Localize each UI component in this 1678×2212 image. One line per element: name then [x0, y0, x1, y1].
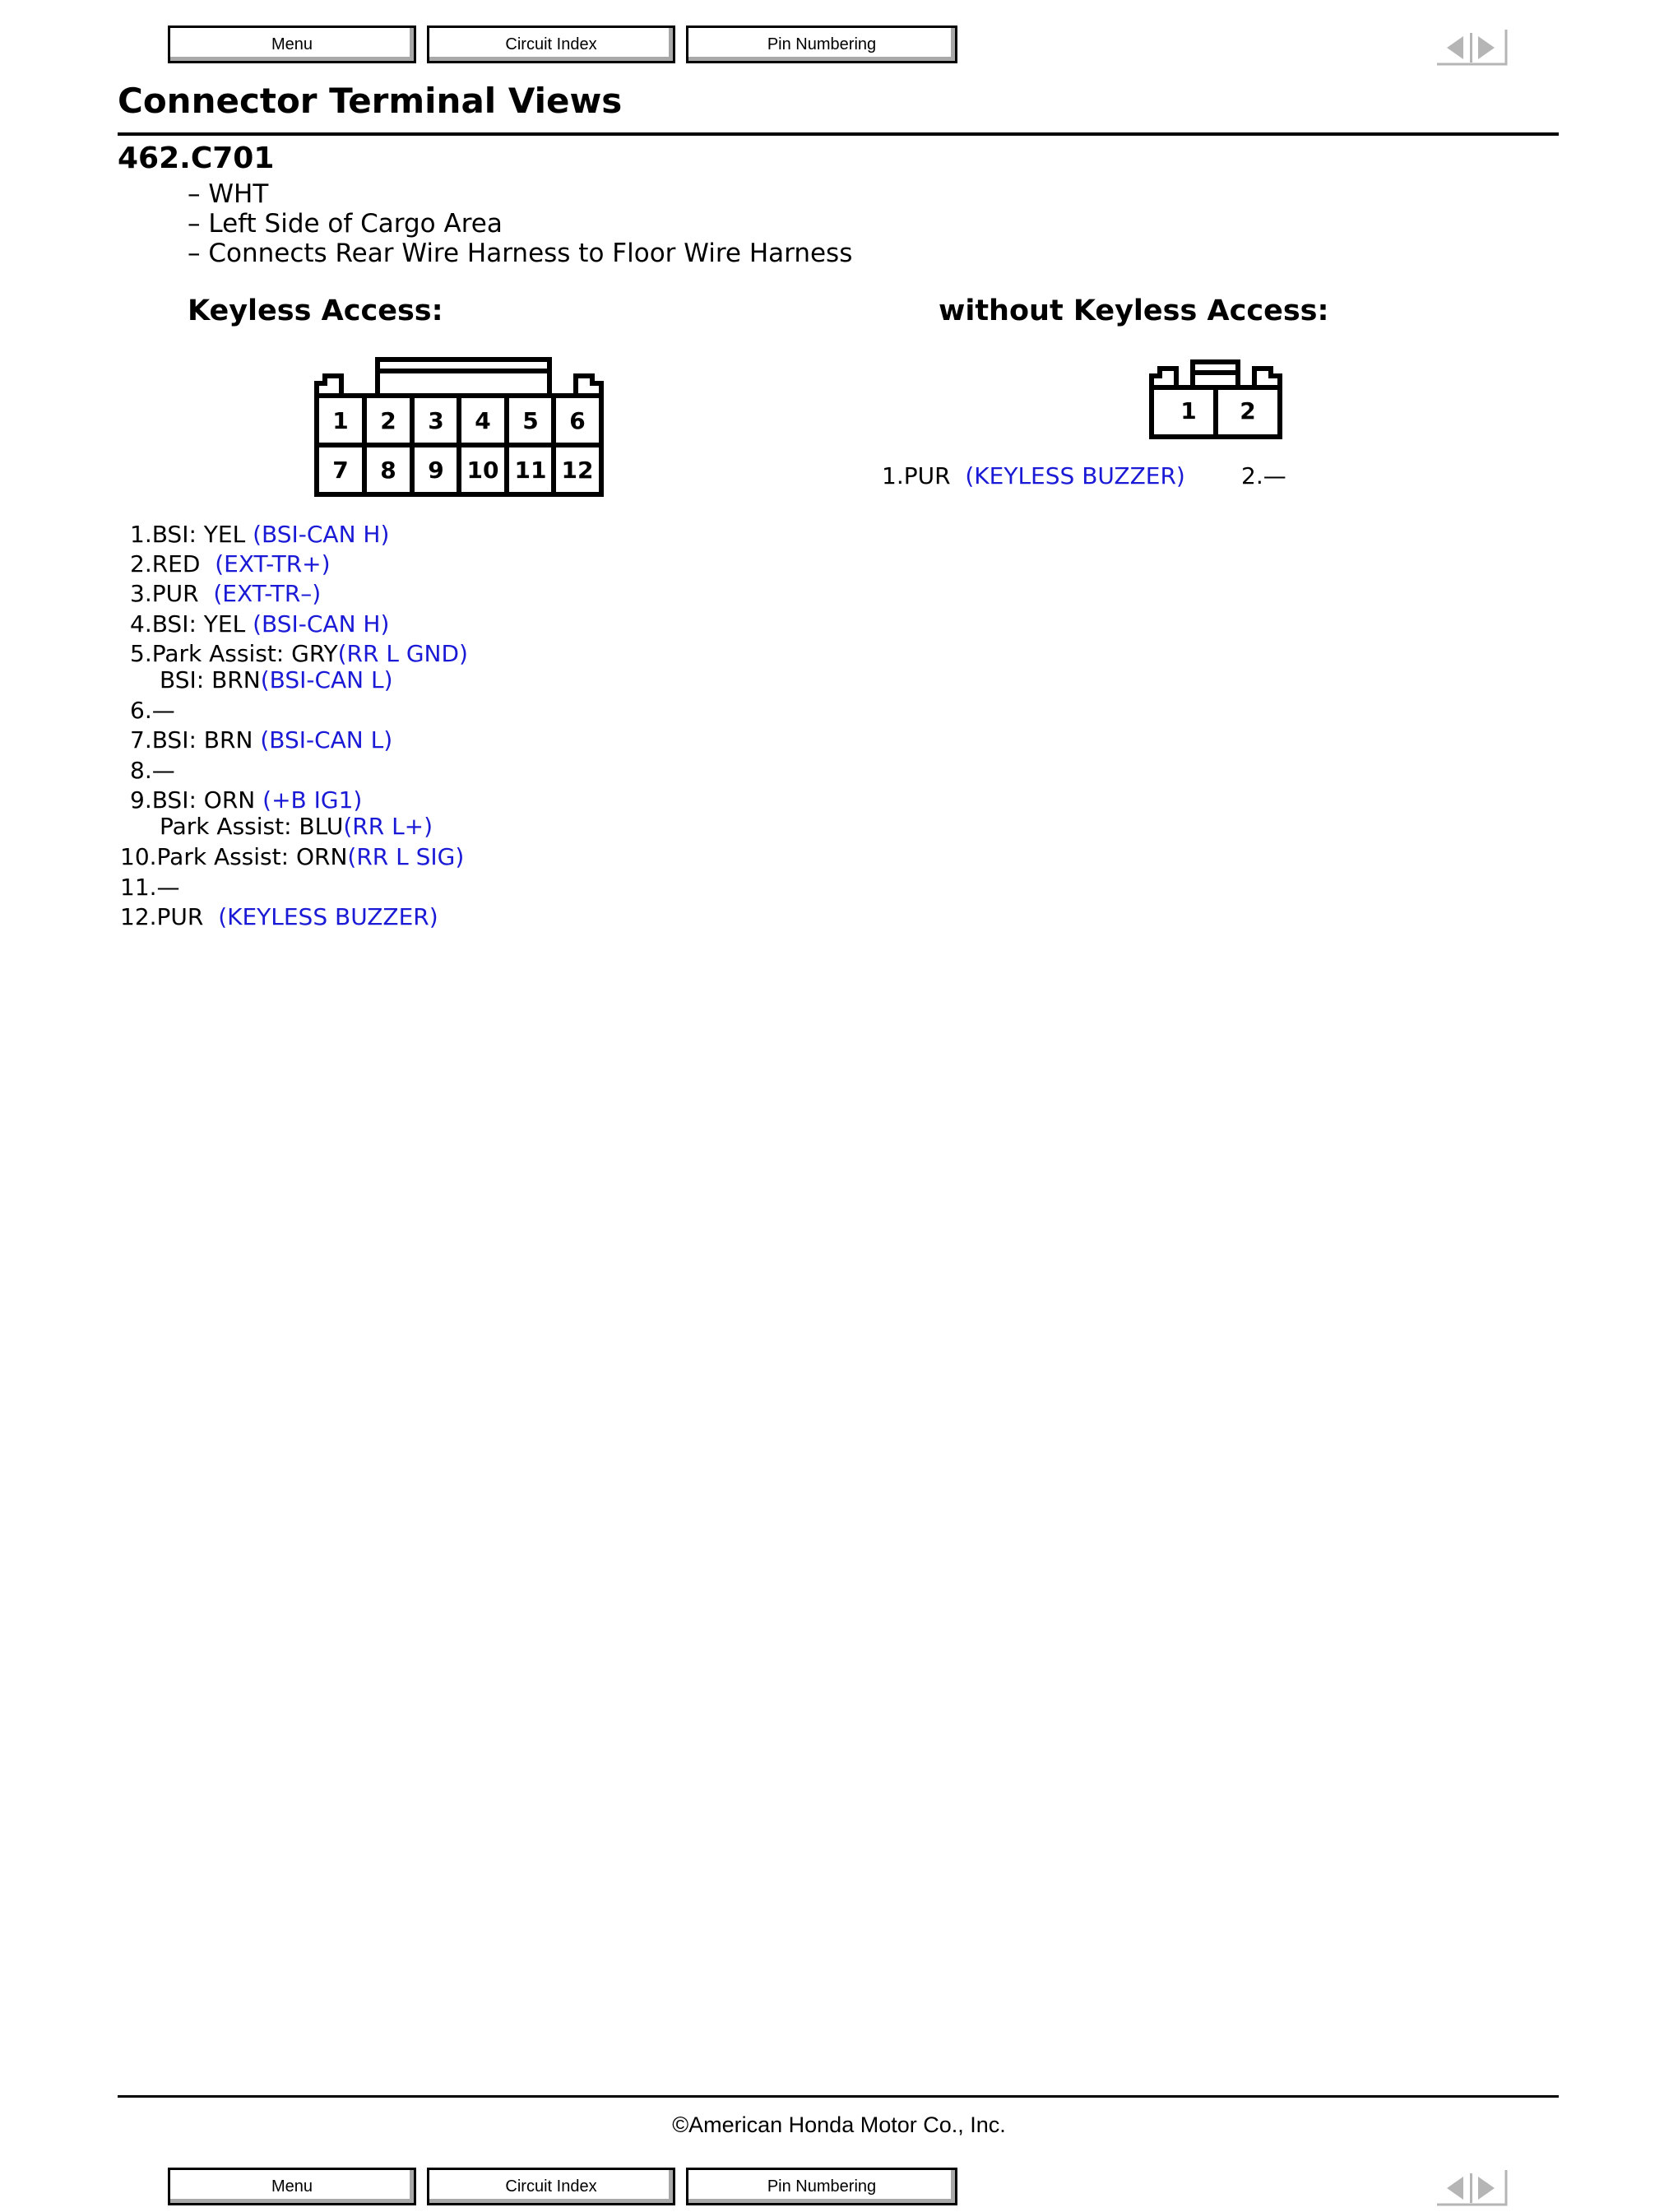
pin-number: 2.	[130, 550, 152, 577]
pin-numbering-button[interactable]: Pin Numbering	[686, 26, 957, 63]
footer-divider	[118, 2095, 1559, 2098]
pin-list-item	[120, 903, 438, 930]
wire-color: Park Assist: ORN	[156, 843, 348, 870]
wire-color: —	[1263, 462, 1286, 489]
wire-color: BSI: BRN	[151, 726, 253, 754]
without-keyless-heading: without Keyless Access:	[939, 294, 1329, 327]
cavity-label: 2	[380, 407, 396, 434]
pin-list-item	[130, 521, 389, 548]
pin-number: 8.	[130, 757, 152, 784]
connector-location: – Left Side of Cargo Area	[188, 209, 503, 239]
pin-number: 11.	[120, 874, 157, 901]
wire-color: PUR	[903, 462, 951, 489]
pin-number: 10.	[120, 843, 157, 870]
pin-list-item	[120, 843, 464, 870]
cavity-label: 5	[522, 407, 539, 434]
menu-button[interactable]: Menu	[168, 26, 416, 63]
wire-color: —	[156, 874, 180, 901]
cavity-label: 11	[514, 457, 547, 484]
connector-color: – WHT	[188, 179, 269, 209]
pin-list-item	[120, 874, 180, 901]
wire-color: PUR	[151, 580, 199, 607]
cavity-label: 1	[332, 407, 349, 434]
wire-color: Park Assist: BLU	[160, 813, 344, 840]
keyless-connector-diagram	[304, 350, 617, 499]
signal-name: (KEYLESS BUZZER)	[218, 903, 438, 930]
wire-color: BSI: ORN	[151, 786, 256, 814]
prev-page-icon[interactable]	[1447, 36, 1463, 59]
wire-color: —	[151, 697, 175, 724]
pin-list-item	[160, 813, 433, 840]
pin-number: 6.	[130, 697, 152, 724]
prev-page-icon[interactable]	[1447, 2177, 1463, 2200]
connector-id: 462.C701	[118, 141, 275, 175]
wire-color: BSI: BRN	[160, 666, 261, 693]
wire-color: BSI: YEL	[151, 521, 246, 548]
keyless-heading: Keyless Access:	[188, 294, 443, 327]
wire-color: —	[151, 757, 175, 784]
circuit-index-button[interactable]: Circuit Index	[427, 26, 675, 63]
pin-number: 4.	[130, 610, 152, 638]
pin-list-item	[130, 786, 362, 814]
pin-list-item	[130, 757, 175, 784]
signal-name: (KEYLESS BUZZER)	[965, 462, 1185, 489]
signal-name: (+B IG1)	[262, 786, 363, 814]
signal-name: (EXT-TR+)	[215, 550, 331, 577]
pin-numbering-button[interactable]: Pin Numbering	[686, 2168, 957, 2205]
wire-color: PUR	[156, 903, 204, 930]
pin-list-item	[130, 697, 175, 724]
cavity-label: 12	[561, 457, 594, 484]
pin-number: 12.	[120, 903, 157, 930]
signal-name: (BSI-CAN H)	[253, 521, 390, 548]
cavity-label: 6	[569, 407, 586, 434]
signal-name: (RR L SIG)	[347, 843, 465, 870]
wire-color: BSI: YEL	[151, 610, 246, 638]
pin-list-item	[130, 640, 468, 667]
pin-list-item	[130, 580, 321, 607]
without-keyless-connector-diagram	[1143, 354, 1287, 444]
pin-number: 7.	[130, 726, 152, 754]
cavity-label: 10	[466, 457, 499, 484]
copyright: ©American Honda Motor Co., Inc.	[672, 2112, 1006, 2137]
signal-name: (EXT-TR–)	[213, 580, 322, 607]
pin-number: 1.	[882, 462, 904, 489]
signal-name: (RR L+)	[343, 813, 433, 840]
signal-name: (BSI-CAN L)	[260, 666, 393, 693]
pin-number: 3.	[130, 580, 152, 607]
pin-number: 5.	[130, 640, 152, 667]
pin-list-item	[882, 462, 1185, 489]
cavity-label: 8	[380, 457, 396, 484]
wire-color: Park Assist: GRY	[151, 640, 338, 667]
cavity-label: 4	[475, 407, 491, 434]
cavity-label: 7	[332, 457, 349, 484]
signal-name: (RR L GND)	[337, 640, 468, 667]
pin-list-item	[1241, 462, 1286, 489]
cavity-label: 1	[1180, 397, 1197, 424]
page-title: Connector Terminal Views	[118, 81, 623, 121]
page-arrows	[1435, 2168, 1508, 2210]
menu-button[interactable]: Menu	[168, 2168, 416, 2205]
pin-number: 2.	[1241, 462, 1263, 489]
circuit-index-button[interactable]: Circuit Index	[427, 2168, 675, 2205]
pin-number: 9.	[130, 786, 152, 814]
wire-color: RED	[151, 550, 201, 577]
page-arrows	[1435, 28, 1508, 69]
cavity-label: 9	[428, 457, 444, 484]
title-divider	[118, 132, 1559, 136]
connector-connection: – Connects Rear Wire Harness to Floor Wire Harness	[188, 239, 853, 268]
pin-number: 1.	[130, 521, 152, 548]
pin-list-item	[130, 610, 389, 638]
signal-name: (BSI-CAN L)	[260, 726, 393, 754]
cavity-label: 3	[428, 407, 444, 434]
pin-list-item	[160, 666, 393, 693]
signal-name: (BSI-CAN H)	[253, 610, 390, 638]
pin-list-item	[130, 726, 392, 754]
pin-list-item	[130, 550, 331, 577]
next-page-icon[interactable]	[1478, 36, 1495, 59]
cavity-label: 2	[1240, 397, 1256, 424]
next-page-icon[interactable]	[1478, 2177, 1495, 2200]
